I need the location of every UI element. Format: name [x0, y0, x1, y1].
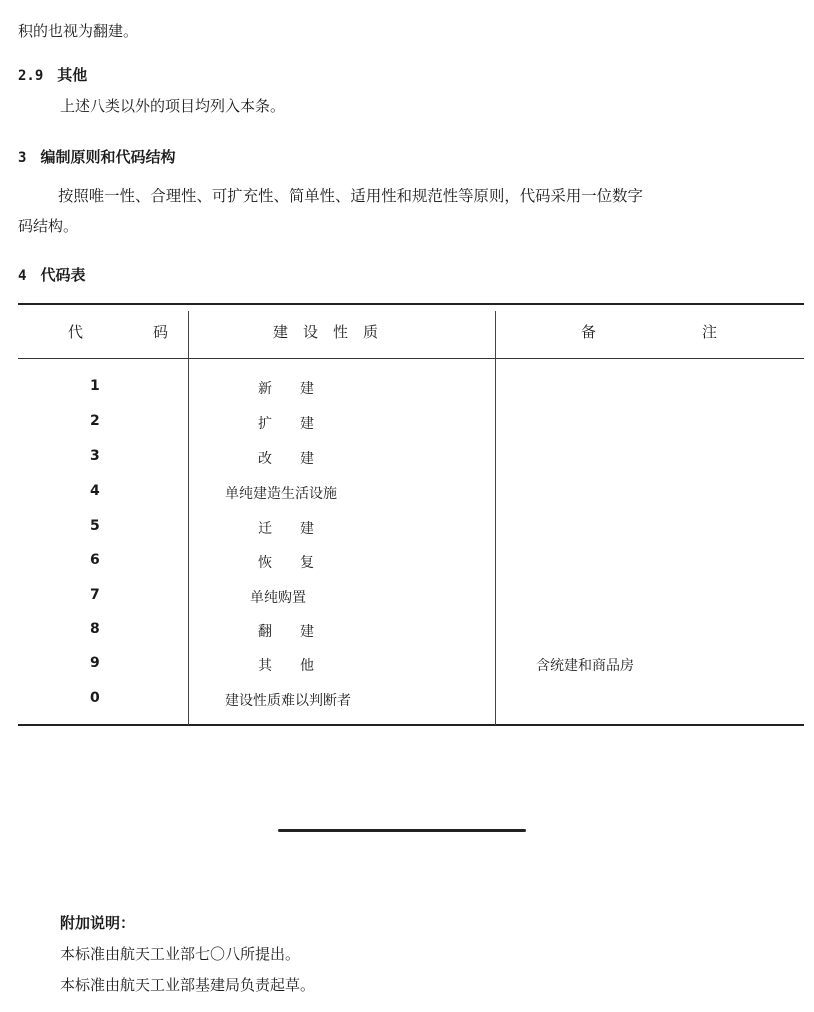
row-code: 5: [90, 518, 100, 534]
section-number: 3: [18, 150, 27, 166]
row-nature: 单纯建造生活设施: [225, 486, 337, 502]
row-nature: 建设性质难以判断者: [225, 693, 351, 709]
text-line-1: 积的也视为翻建。: [18, 22, 139, 40]
row-code: 6: [90, 552, 100, 568]
row-note: 含统建和商品房: [536, 658, 634, 674]
section-title: 代码表: [40, 266, 86, 284]
row-nature: 扩 建: [258, 416, 314, 432]
end-separator: [278, 829, 526, 832]
section-3-heading: [18, 146, 175, 167]
row-nature: 迁 建: [258, 521, 314, 537]
section-number: 4: [18, 268, 27, 284]
table-bottom-rule: [18, 724, 804, 726]
section-number: 2.9: [18, 68, 44, 84]
row-nature: 改 建: [258, 451, 314, 467]
section-title: 其他: [57, 66, 88, 84]
code-table: [18, 303, 804, 727]
row-code: 2: [90, 413, 100, 429]
header-nature: 建 设 性 质: [273, 323, 379, 341]
row-code: 7: [90, 587, 100, 603]
row-code: 8: [90, 621, 100, 637]
appendix-title: 附加说明：: [60, 914, 136, 932]
row-nature: 翻 建: [258, 624, 314, 640]
section-3-body-line-2: 码结构。: [18, 217, 79, 235]
column-divider: [495, 311, 496, 725]
header-note-a: 备: [581, 323, 597, 341]
section-2-9-body: 上述八类以外的项目均列入本条。: [60, 97, 286, 115]
row-nature: 恢 复: [258, 555, 314, 571]
table-top-rule: [18, 303, 804, 305]
section-title: 编制原则和代码结构: [40, 148, 176, 166]
column-divider: [188, 311, 189, 725]
table-header-rule: [18, 358, 804, 359]
row-nature: 单纯购置: [250, 590, 306, 606]
row-code: 3: [90, 448, 100, 464]
appendix-line-2: 本标准由航天工业部基建局负责起草。: [60, 976, 316, 994]
section-3-body-line-1: 按照唯一性、合理性、可扩充性、简单性、适用性和规范性等原则，代码采用一位数字: [58, 187, 643, 205]
header-note-b: 注: [702, 323, 718, 341]
row-code: 4: [90, 483, 100, 499]
row-nature: 新 建: [258, 381, 314, 397]
row-code: 9: [90, 655, 100, 671]
section-2-9-heading: [18, 64, 87, 85]
row-nature: 其 他: [258, 658, 314, 674]
row-code: 0: [90, 690, 100, 706]
row-code: 1: [90, 378, 100, 394]
section-4-heading: [18, 264, 85, 285]
header-code-b: 码: [153, 323, 169, 341]
header-code-a: 代: [68, 323, 84, 341]
appendix-line-1: 本标准由航天工业部七〇八所提出。: [60, 945, 301, 963]
